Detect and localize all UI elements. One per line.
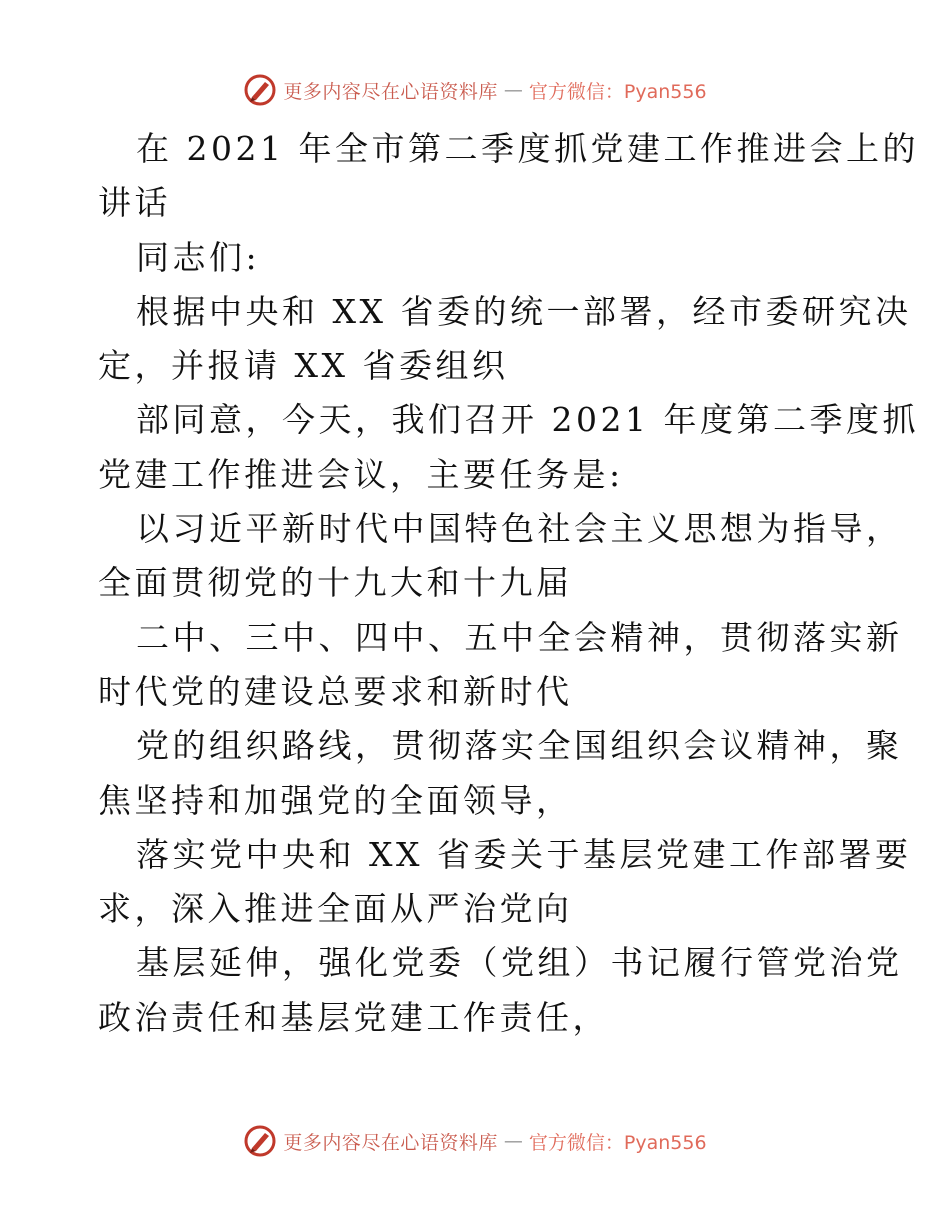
text-line: 根据中央和 XX 省委的统一部署，经市委研究决 [136, 291, 912, 331]
text-line: 定，并报请 XX 省委组织 [98, 346, 509, 386]
text-line: 讲话 [98, 183, 171, 223]
watermark-contact: 官方微信：Pyan556 [528, 1131, 707, 1154]
brush-pen-logo-icon [243, 73, 277, 107]
watermark-contact: 官方微信：Pyan556 [528, 80, 707, 103]
text-line: 全面贯彻党的十九大和十九届 [98, 563, 573, 603]
brush-pen-logo-icon [243, 1124, 277, 1158]
watermark-dash: — [503, 79, 523, 101]
watermark-dash: — [503, 1130, 523, 1152]
text-line: 求，深入推进全面从严治党向 [98, 889, 573, 929]
text-line: 党的组织路线，贯彻落实全国组织会议精神，聚 [136, 726, 903, 766]
text-line: 落实党中央和 XX 省委关于基层党建工作部署要 [136, 834, 912, 874]
text-line: 同志们: [136, 237, 261, 277]
text-line: 以习近平新时代中国特色社会主义思想为指导， [136, 509, 903, 549]
text-line: 焦坚持和加强党的全面领导， [98, 780, 573, 820]
text-line: 时代党的建设总要求和新时代 [98, 671, 573, 711]
text-line: 政治责任和基层党建工作责任， [98, 997, 609, 1037]
header-watermark [0, 70, 950, 110]
text-line: 部同意，今天，我们召开 2021 年度第二季度抓 [136, 400, 919, 440]
document-body [98, 122, 919, 1045]
watermark-text: 更多内容尽在心语资料库 [283, 1131, 498, 1154]
text-line: 基层延伸，强化党委（党组）书记履行管党治党 [136, 943, 903, 983]
text-line: 党建工作推进会议，主要任务是: [98, 454, 624, 494]
text-line: 二中、三中、四中、五中全会精神，贯彻落实新 [136, 617, 903, 657]
text-line: 在 2021 年全市第二季度抓党建工作推进会上的 [136, 129, 919, 168]
watermark-text: 更多内容尽在心语资料库 [283, 80, 498, 103]
footer-watermark [0, 1121, 950, 1161]
